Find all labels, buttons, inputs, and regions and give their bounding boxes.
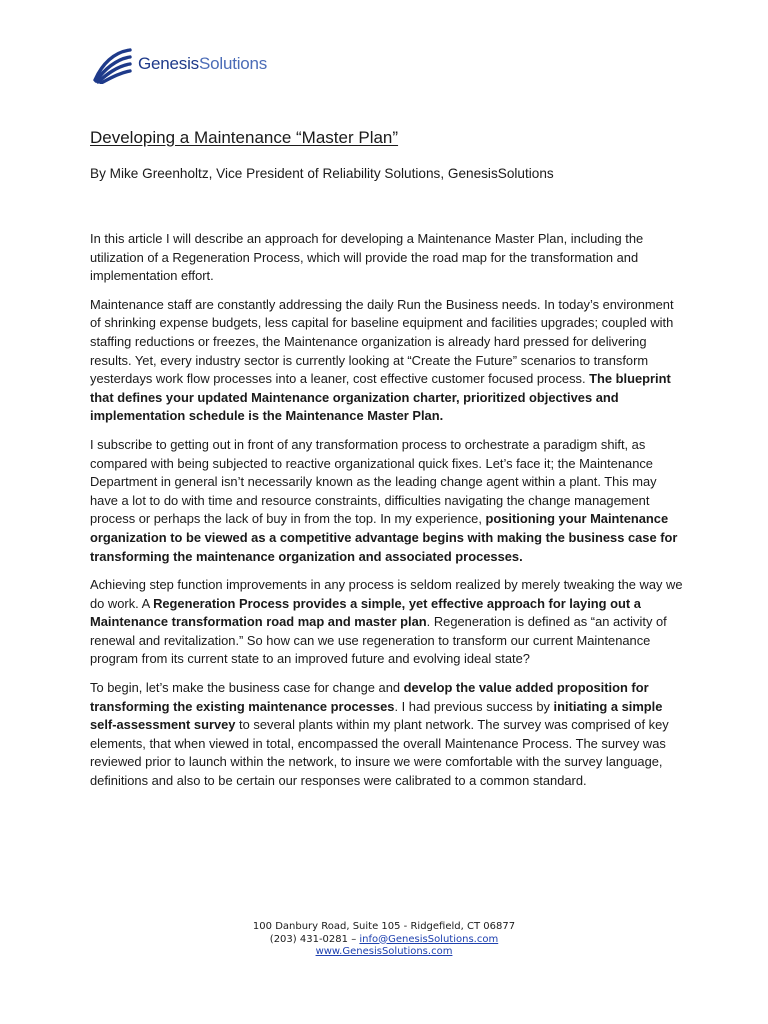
footer-website-line <box>0 946 768 959</box>
logo-swoosh-icon <box>92 44 132 84</box>
paragraph-emphasis: The blueprint that defines your updated Maintenance organization charter, prioritized objectives and implementation schedule is the Maintenance Master Plan. <box>90 371 671 424</box>
logo-brand-bold: Genesis <box>138 54 199 73</box>
paragraph-5 <box>90 679 686 791</box>
logo-wordmark <box>138 54 267 74</box>
paragraph-emphasis: positioning your Maintenance organization to be viewed as a competitive advantage begins with making the business case for transforming the maintenance organization and associated processes. <box>90 511 678 564</box>
paragraph-text: Achieving step function improvements in any process is seldom realized by merely tweaking the way we do work. A <box>90 577 683 611</box>
paragraph-text: to several plants within my plant network. The survey was comprised of key elements, that when viewed in total, encompassed the overall Maintenance Process. The survey was reviewed prior to launch within the network, to insure we were comfortable with the survey language, definitions and also to be certain our responses were calibrated to a common standard. <box>90 717 669 789</box>
paragraph-text: . I had previous success by <box>394 698 554 714</box>
paragraph-3 <box>90 436 686 566</box>
article-body <box>90 230 686 801</box>
paragraph-text: I subscribe to getting out in front of any transformation process to orchestrate a paradigm shift, as compared with being subjected to reactive organizational quick fixes. Let’s face it; the Maintenance Department in general isn’t necessarily known as the leading change agent within a plant. This may have a lot to do with time and resource constraints, difficulties navigating the change management process or perhaps the lack of buy in from the top. In my experience, <box>90 436 657 527</box>
footer-contact-line <box>0 934 768 947</box>
paragraph-1 <box>90 230 686 286</box>
paragraph-4 <box>90 576 686 669</box>
paragraph-text: Maintenance staff are constantly addressing the daily Run the Business needs. In today’s environment of shrinking expense budgets, less capital for baseline equipment and facilities upgrades; coupled with staffing reductions or freezes, the Maintenance organization is already hard pressed for delivering results. Yet, every industry sector is currently looking at “Create the Future” scenarios to transform yesterdays work flow processes into a leaner, cost effective customer focused process. <box>90 296 674 387</box>
footer-website-link[interactable]: www.GenesisSolutions.com <box>315 946 453 957</box>
paragraph-text: In this article I will describe an approach for developing a Maintenance Master Plan, including the utilization of a Regeneration Process, which will provide the road map for the transformation and implementation effort. <box>90 231 644 284</box>
paragraph-emphasis: develop the value added proposition for transforming the existing maintenance processes <box>90 680 649 714</box>
paragraph-emphasis: initiating a simple self-assessment survey <box>90 698 663 733</box>
footer-address: 100 Danbury Road, Suite 105 - Ridgefield, CT 06877 <box>252 921 516 932</box>
footer-phone: (203) 431-0281 – <box>269 933 360 945</box>
document-title: Developing a Maintenance “Master Plan” <box>90 128 399 147</box>
paragraph-text: . Regeneration is defined as “an activity of renewal and revitalization.” So how can we use regeneration to transform our current Maintenance program from its current state to an improved future and evolving ideal state? <box>90 614 667 667</box>
footer-email-link[interactable]: info@GenesisSolutions.com <box>359 933 499 945</box>
byline: By Mike Greenholtz, Vice President of Reliability Solutions, GenesisSolutions <box>90 166 554 181</box>
company-logo <box>92 44 267 84</box>
paragraph-text: To begin, let’s make the business case for change and <box>90 680 404 696</box>
logo-brand-light: Solutions <box>198 54 268 73</box>
page-footer <box>0 921 768 959</box>
paragraph-2 <box>90 296 686 426</box>
paragraph-emphasis: Regeneration Process provides a simple, yet effective approach for laying out a Maintenance transformation road map and master plan <box>90 595 641 630</box>
